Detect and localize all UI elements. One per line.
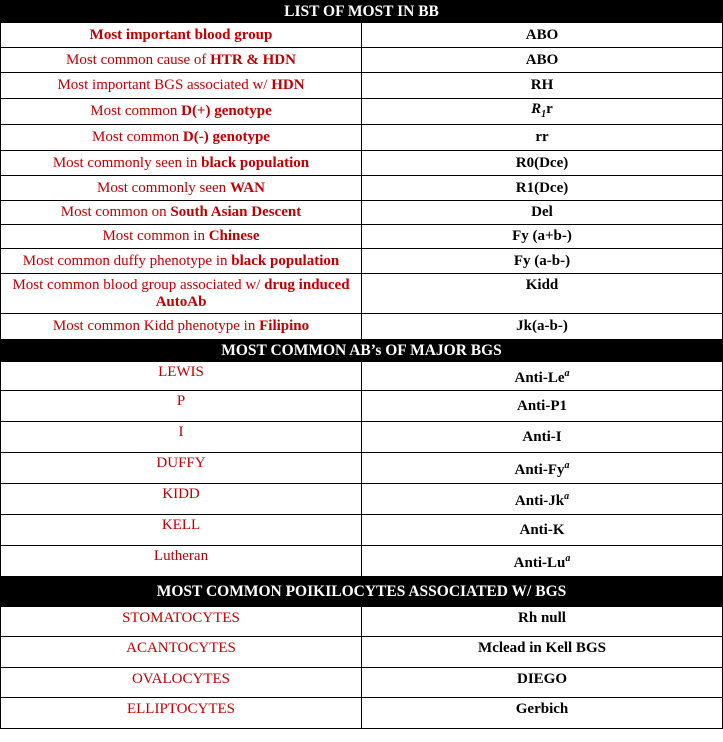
row-value: Del	[362, 201, 723, 225]
table-row	[1, 484, 723, 515]
table-row	[1, 201, 723, 225]
table-row	[1, 48, 723, 73]
table-row	[1, 607, 723, 637]
row-value: Fy (a-b-)	[362, 249, 723, 274]
table-row	[1, 515, 723, 546]
table-row	[1, 125, 723, 151]
table-row	[1, 362, 723, 391]
table-row	[1, 637, 723, 668]
section-title: MOST COMMON POIKILOCYTES ASSOCIATED W/ BGS	[1, 577, 723, 607]
row-label: LEWIS	[1, 362, 362, 391]
row-label: Most common on South Asian Descent	[1, 201, 362, 225]
row-label: P	[1, 391, 362, 422]
row-value: Rh null	[362, 607, 723, 637]
table-row	[1, 698, 723, 729]
row-label: Most common in Chinese	[1, 225, 362, 249]
table-row	[1, 73, 723, 99]
section-title: LIST OF MOST IN BB	[1, 1, 723, 23]
row-value: Anti-I	[362, 422, 723, 453]
table-row	[1, 422, 723, 453]
table-row	[1, 176, 723, 201]
row-label: KELL	[1, 515, 362, 546]
table-row	[1, 314, 723, 340]
row-label: DUFFY	[1, 453, 362, 484]
row-label: Most important blood group	[1, 23, 362, 48]
table-row	[1, 151, 723, 176]
table-row	[1, 99, 723, 125]
table-row	[1, 546, 723, 577]
row-value: DIEGO	[362, 668, 723, 698]
section-title: MOST COMMON AB’s OF MAJOR BGS	[1, 340, 723, 362]
row-label: Most commonly seen WAN	[1, 176, 362, 201]
row-label: OVALOCYTES	[1, 668, 362, 698]
row-value: Anti-Le$^a$	[362, 362, 723, 391]
row-value: Mclead in Kell BGS	[362, 637, 723, 668]
row-value: RH	[362, 73, 723, 99]
row-label: KIDD	[1, 484, 362, 515]
row-value: Anti-Fy$^a$	[362, 453, 723, 484]
table-row	[1, 668, 723, 698]
section-header-row	[1, 1, 723, 23]
row-label: STOMATOCYTES	[1, 607, 362, 637]
row-label: Most common D(-) genotype	[1, 125, 362, 151]
row-value: Anti-P1	[362, 391, 723, 422]
row-value: Anti-Jk$^a$	[362, 484, 723, 515]
row-label: Most common blood group associated w/ drug induced AutoAb	[1, 274, 362, 314]
row-value: Anti-K	[362, 515, 723, 546]
section-header-row	[1, 340, 723, 362]
row-value: $R_1r$	[362, 99, 723, 125]
row-label: Most commonly seen in black population	[1, 151, 362, 176]
row-label: Most important BGS associated w/ HDN	[1, 73, 362, 99]
section-header-row	[1, 577, 723, 607]
row-value: Anti-Lu$^a$	[362, 546, 723, 577]
table-row	[1, 453, 723, 484]
row-label: Most common cause of HTR & HDN	[1, 48, 362, 73]
row-value: ABO	[362, 48, 723, 73]
row-label: Lutheran	[1, 546, 362, 577]
table-row	[1, 249, 723, 274]
row-value: R0(Dce)	[362, 151, 723, 176]
row-value: Jk(a-b-)	[362, 314, 723, 340]
row-value: ABO	[362, 23, 723, 48]
row-label: ELLIPTOCYTES	[1, 698, 362, 729]
table-row	[1, 391, 723, 422]
row-label: ACANTOCYTES	[1, 637, 362, 668]
row-label: Most common duffy phenotype in black population	[1, 249, 362, 274]
table-row	[1, 225, 723, 249]
row-value: R1(Dce)	[362, 176, 723, 201]
row-value: Fy (a+b-)	[362, 225, 723, 249]
row-value: rr	[362, 125, 723, 151]
table-row	[1, 23, 723, 48]
row-label: Most common Kidd phenotype in Filipino	[1, 314, 362, 340]
row-value: Kidd	[362, 274, 723, 314]
row-value: Gerbich	[362, 698, 723, 729]
table-row	[1, 274, 723, 314]
row-label: I	[1, 422, 362, 453]
row-label: Most common D(+) genotype	[1, 99, 362, 125]
